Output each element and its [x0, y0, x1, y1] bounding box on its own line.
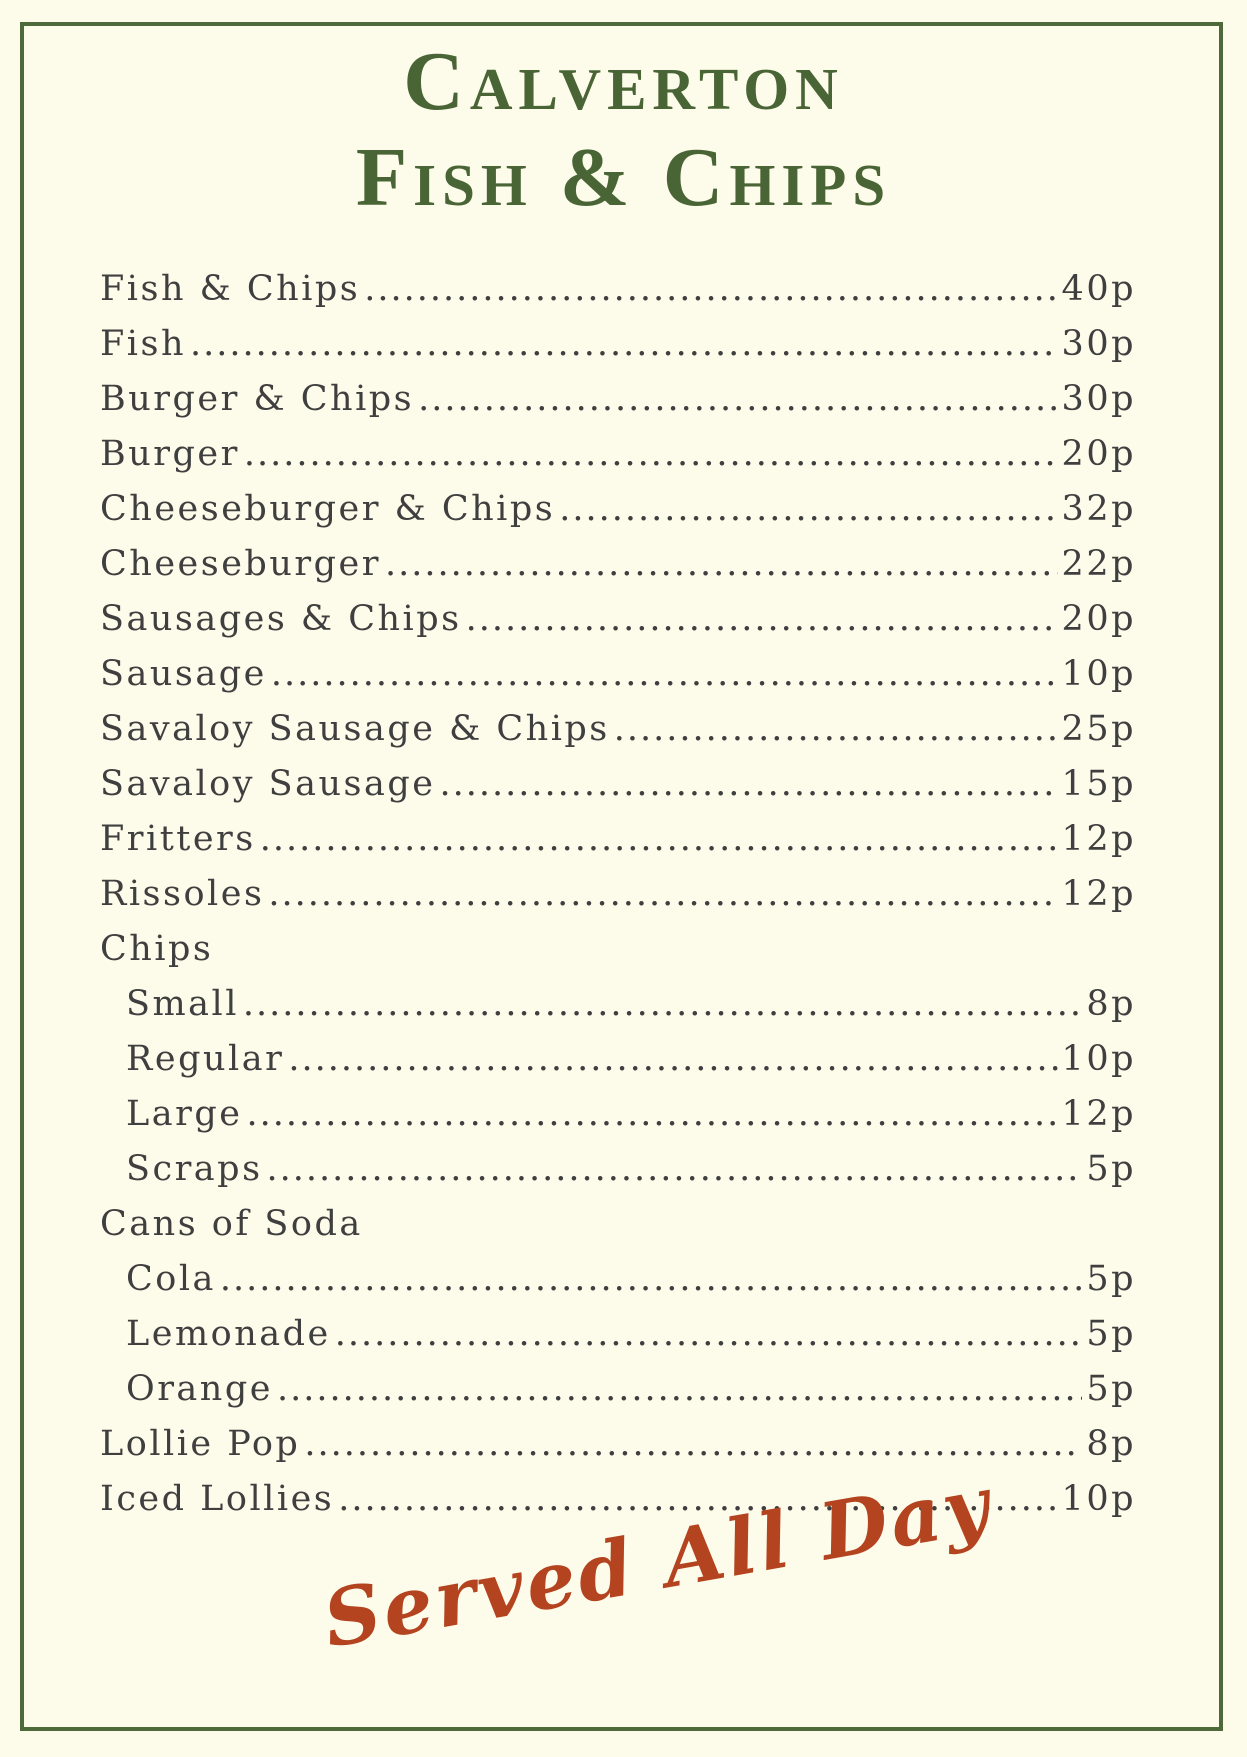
- menu-item: [100, 474, 1136, 529]
- menu-item-price: 20p: [1061, 434, 1136, 474]
- menu-item-name: Small: [126, 984, 239, 1024]
- menu-item-price: 20p: [1061, 599, 1136, 639]
- dot-leader: [364, 269, 1057, 309]
- menu-list: [100, 254, 1136, 1519]
- menu-item-price: 12p: [1061, 1094, 1136, 1134]
- menu-item: [100, 1079, 1136, 1134]
- dot-leader: [190, 324, 1058, 364]
- dot-leader: [243, 984, 1082, 1024]
- menu-item-name: Savaloy Sausage: [100, 764, 436, 804]
- menu-item: [100, 419, 1136, 474]
- menu-item: [100, 694, 1136, 749]
- menu-section-heading: [100, 1189, 1136, 1244]
- menu-item-price: 10p: [1061, 1479, 1136, 1519]
- tagline: Served All Day: [316, 1458, 999, 1666]
- menu-item-price: 8p: [1086, 1424, 1136, 1464]
- dot-leader: [418, 379, 1057, 419]
- dot-leader: [277, 1369, 1082, 1409]
- dot-leader: [271, 654, 1058, 694]
- menu-item: [100, 1299, 1136, 1354]
- menu-item-price: 5p: [1086, 1149, 1136, 1189]
- dot-leader: [466, 599, 1058, 639]
- dot-leader: [335, 1314, 1083, 1354]
- dot-leader: [246, 1094, 1057, 1134]
- menu-section-heading: [100, 914, 1136, 969]
- menu-item-name: Iced Lollies: [100, 1479, 335, 1519]
- menu-item-name: Chips: [100, 929, 214, 969]
- menu-item-price: 15p: [1061, 764, 1136, 804]
- menu-item-name: Large: [126, 1094, 243, 1134]
- menu-item-price: 5p: [1086, 1259, 1136, 1299]
- menu-item-name: Lollie Pop: [100, 1424, 301, 1464]
- menu-item: [100, 804, 1136, 859]
- menu-item-name: Burger: [100, 434, 240, 474]
- dot-leader: [244, 434, 1058, 474]
- menu-item: [100, 1409, 1136, 1464]
- dot-leader: [439, 764, 1057, 804]
- menu-item: [100, 1024, 1136, 1079]
- menu-item: [100, 254, 1136, 309]
- menu-item-price: 8p: [1086, 984, 1136, 1024]
- menu-item-price: 12p: [1061, 819, 1136, 859]
- menu-item: [100, 1134, 1136, 1189]
- menu-item-price: 12p: [1061, 874, 1136, 914]
- menu-item-name: Savaloy Sausage & Chips: [100, 709, 610, 749]
- menu-item-price: 30p: [1061, 324, 1136, 364]
- dot-leader: [385, 544, 1058, 584]
- menu-item-name: Rissoles: [100, 874, 265, 914]
- dot-leader: [220, 1259, 1082, 1299]
- menu-item-price: 5p: [1086, 1369, 1136, 1409]
- menu-item-name: Scraps: [126, 1149, 263, 1189]
- dot-leader: [268, 874, 1057, 914]
- menu-item-name: Cans of Soda: [100, 1204, 363, 1244]
- shop-name-line2: Fish & Chips: [355, 131, 892, 224]
- menu-item-name: Regular: [126, 1039, 285, 1079]
- menu-item-name: Cheeseburger & Chips: [100, 489, 556, 529]
- menu-item-price: 40p: [1061, 269, 1136, 309]
- menu-item-name: Sausages & Chips: [100, 599, 462, 639]
- menu-item-price: 32p: [1061, 489, 1136, 529]
- menu-item: [100, 309, 1136, 364]
- menu-item: [100, 969, 1136, 1024]
- menu-item-price: 22p: [1061, 544, 1136, 584]
- dot-leader: [288, 1039, 1057, 1079]
- shop-name-line1: Calverton: [403, 35, 844, 128]
- menu-item-name: Sausage: [100, 654, 267, 694]
- menu-item-name: Lemonade: [126, 1314, 331, 1354]
- dot-leader: [304, 1424, 1082, 1464]
- dot-leader: [614, 709, 1058, 749]
- menu-item-price: 10p: [1061, 1039, 1136, 1079]
- menu-item-name: Fritters: [100, 819, 256, 859]
- menu-item-name: Fish & Chips: [100, 269, 361, 309]
- menu-item-price: 5p: [1086, 1314, 1136, 1354]
- dot-leader: [559, 489, 1057, 529]
- menu-item-name: Cheeseburger: [100, 544, 381, 584]
- menu-item: [100, 859, 1136, 914]
- dot-leader: [260, 819, 1058, 859]
- dot-leader: [267, 1149, 1083, 1189]
- menu-item-name: Cola: [126, 1259, 216, 1299]
- menu-item-name: Orange: [126, 1369, 273, 1409]
- menu-item: [100, 1244, 1136, 1299]
- menu-item: [100, 639, 1136, 694]
- menu-item-name: Burger & Chips: [100, 379, 415, 419]
- menu-item: [100, 749, 1136, 804]
- menu-item-price: 10p: [1061, 654, 1136, 694]
- menu-item-name: Fish: [100, 324, 186, 364]
- menu-item-price: 30p: [1061, 379, 1136, 419]
- menu-item: [100, 1354, 1136, 1409]
- menu-item: [100, 364, 1136, 419]
- menu-item: [100, 584, 1136, 639]
- menu-item-price: 25p: [1061, 709, 1136, 749]
- menu-item: [100, 529, 1136, 584]
